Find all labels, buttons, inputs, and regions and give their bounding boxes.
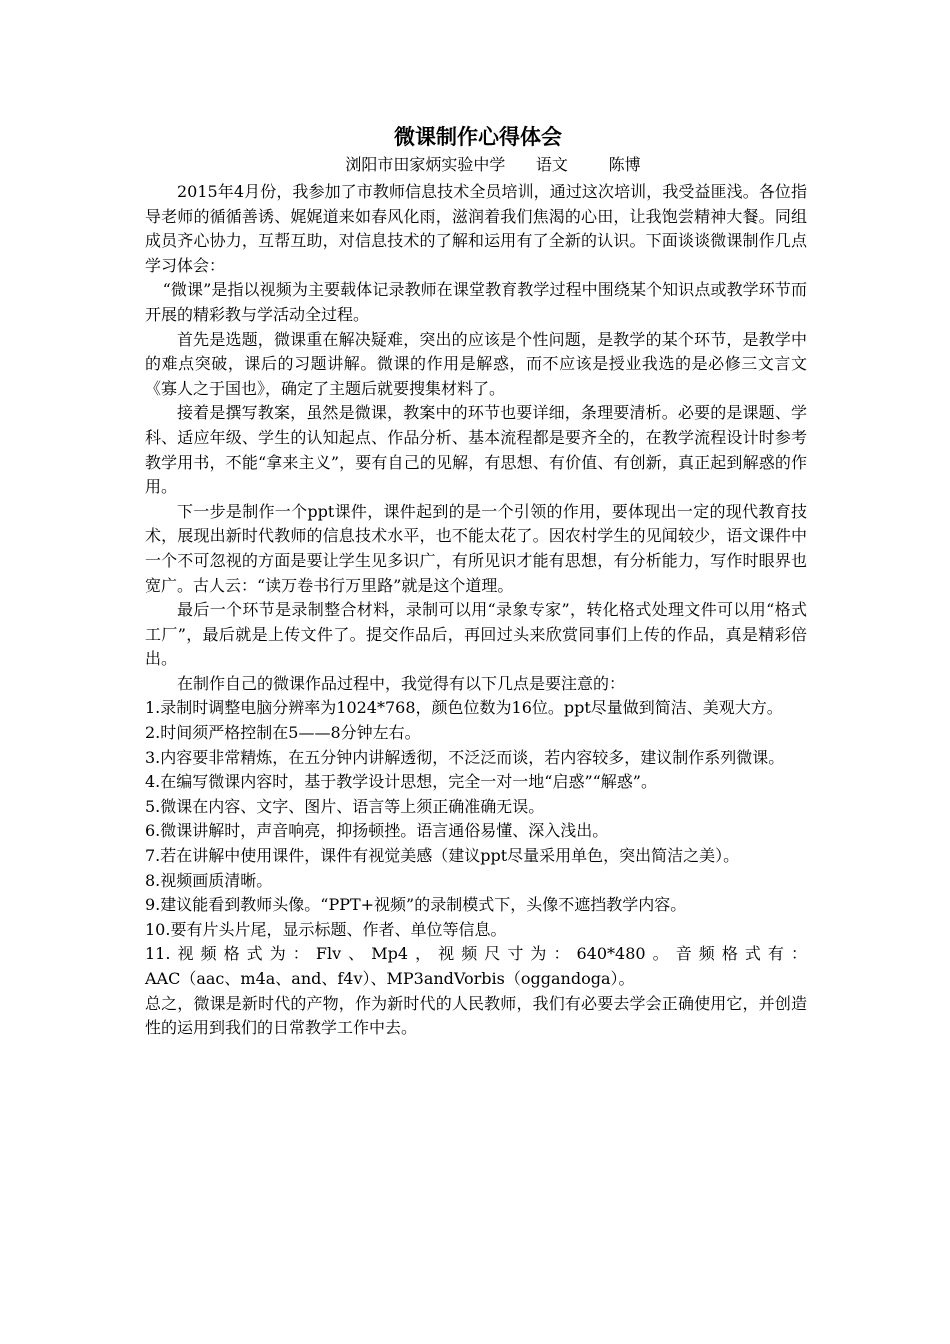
paragraph-notes-intro: 在制作自己的微课作品过程中，我觉得有以下几点是要注意的：	[177, 673, 626, 693]
list-item: 10.要有片头片尾，显示标题、作者、单位等信息。	[145, 919, 507, 939]
list-item: 8.视频画质清晰。	[145, 870, 273, 890]
paragraph-ppt: 下一步是制作一个ppt课件，课件起到的是一个引领的作用，要体现出一定的现代教育技术，展现出新时代教师的信息技术水平，也不能太花了。因农村学生的见闻较少，语文课件中一个不可忽视的方面是要让学生见多识广，有所见识才能有思想，有分析能力，写作时眼界也宽广。古人云：“读万卷书行万里路”就是这个道理。	[145, 501, 807, 595]
list-item: 2.时间须严格控制在5——8分钟左右。	[145, 723, 421, 743]
paragraph-intro: 2015年4月份，我参加了市教师信息技术全员培训，通过这次培训，我受益匪浅。各位指导老师的循循善诱、娓娓道来如春风化雨，滋润着我们焦渴的心田，让我饱尝精神大餐。同组成员齐心协力，互帮互助，对信息技术的了解和运用有了全新的认识。下面谈谈微课制作几点学习体会：	[145, 182, 807, 275]
paragraph-topic-selection: 首先是选题，微课重在解决疑难，突出的应该是个性问题，是教学的某个环节，是教学中的难点突破，课后的习题讲解。微课的作用是解惑，而不应该是授业我选的是必修三文言文《寡人之于国也》，确定了主题后就要搜集材料了。	[145, 329, 807, 398]
list-item: 6.微课讲解时，声音响亮，抑扬顿挫。语言通俗易懂、深入浅出。	[145, 821, 609, 841]
document-page	[145, 122, 807, 1041]
document-title: 微课制作心得体会	[394, 124, 562, 149]
document-byline: 浏阳市田家炳实验中学 语文 陈博	[345, 155, 641, 174]
list-item: 9.建议能看到教师头像。“PPT+视频”的录制模式下，头像不遮挡教学内容。	[145, 895, 687, 915]
list-item: 7.若在讲解中使用课件，课件有视觉美感（建议ppt尽量采用单色，突出简洁之美）。	[145, 846, 740, 866]
list-item: 5.微课在内容、文字、图片、语言等上须正确准确无误。	[145, 796, 545, 816]
list-item-continuation: AAC（aac、m4a、and、f4v）、MP3andVorbis（oggandoga）。	[145, 969, 635, 988]
paragraph-recording: 最后一个环节是录制整合材料，录制可以用“录象专家”，转化格式处理文件可以用“格式工厂”，最后就是上传文件了。提交作品后，再回过头来欣赏同事们上传的作品，真是精彩倍出。	[145, 600, 807, 669]
paragraph-definition: “微课”是指以视频为主要载体记录教师在课堂教育教学过程中围绕某个知识点或教学环节而开展的精彩教与学活动全过程。	[145, 280, 807, 324]
list-item: 1.录制时调整电脑分辨率为1024*768，颜色位数为16位。ppt尽量做到简洁、美观大方。	[145, 698, 783, 718]
list-item: 3.内容要非常精炼，在五分钟内讲解透彻，不泛泛而谈，若内容较多，建议制作系列微课。	[145, 747, 785, 767]
paragraph-conclusion: 总之，微课是新时代的产物，作为新时代的人民教师，我们有必要去学会正确使用它，并创造性的运用到我们的日常教学工作中去。	[145, 993, 807, 1038]
list-item: 4.在编写微课内容时，基于教学设计思想，完全一对一地“启惑”“解惑”。	[145, 772, 657, 792]
list-item: 11.视频格式为：Flv、Mp4，视频尺寸为：640*480。音频格式有：	[145, 944, 807, 964]
paragraph-lesson-plan: 接着是撰写教案，虽然是微课，教案中的环节也要详细，条理要清析。必要的是课题、学科、适应年级、学生的认知起点、作品分析、基本流程都是要齐全的，在教学流程设计时参考教学用书，不能“拿来主义”，要有自己的见解，有思想、有价值、有创新，真正起到解惑的作用。	[145, 403, 807, 497]
